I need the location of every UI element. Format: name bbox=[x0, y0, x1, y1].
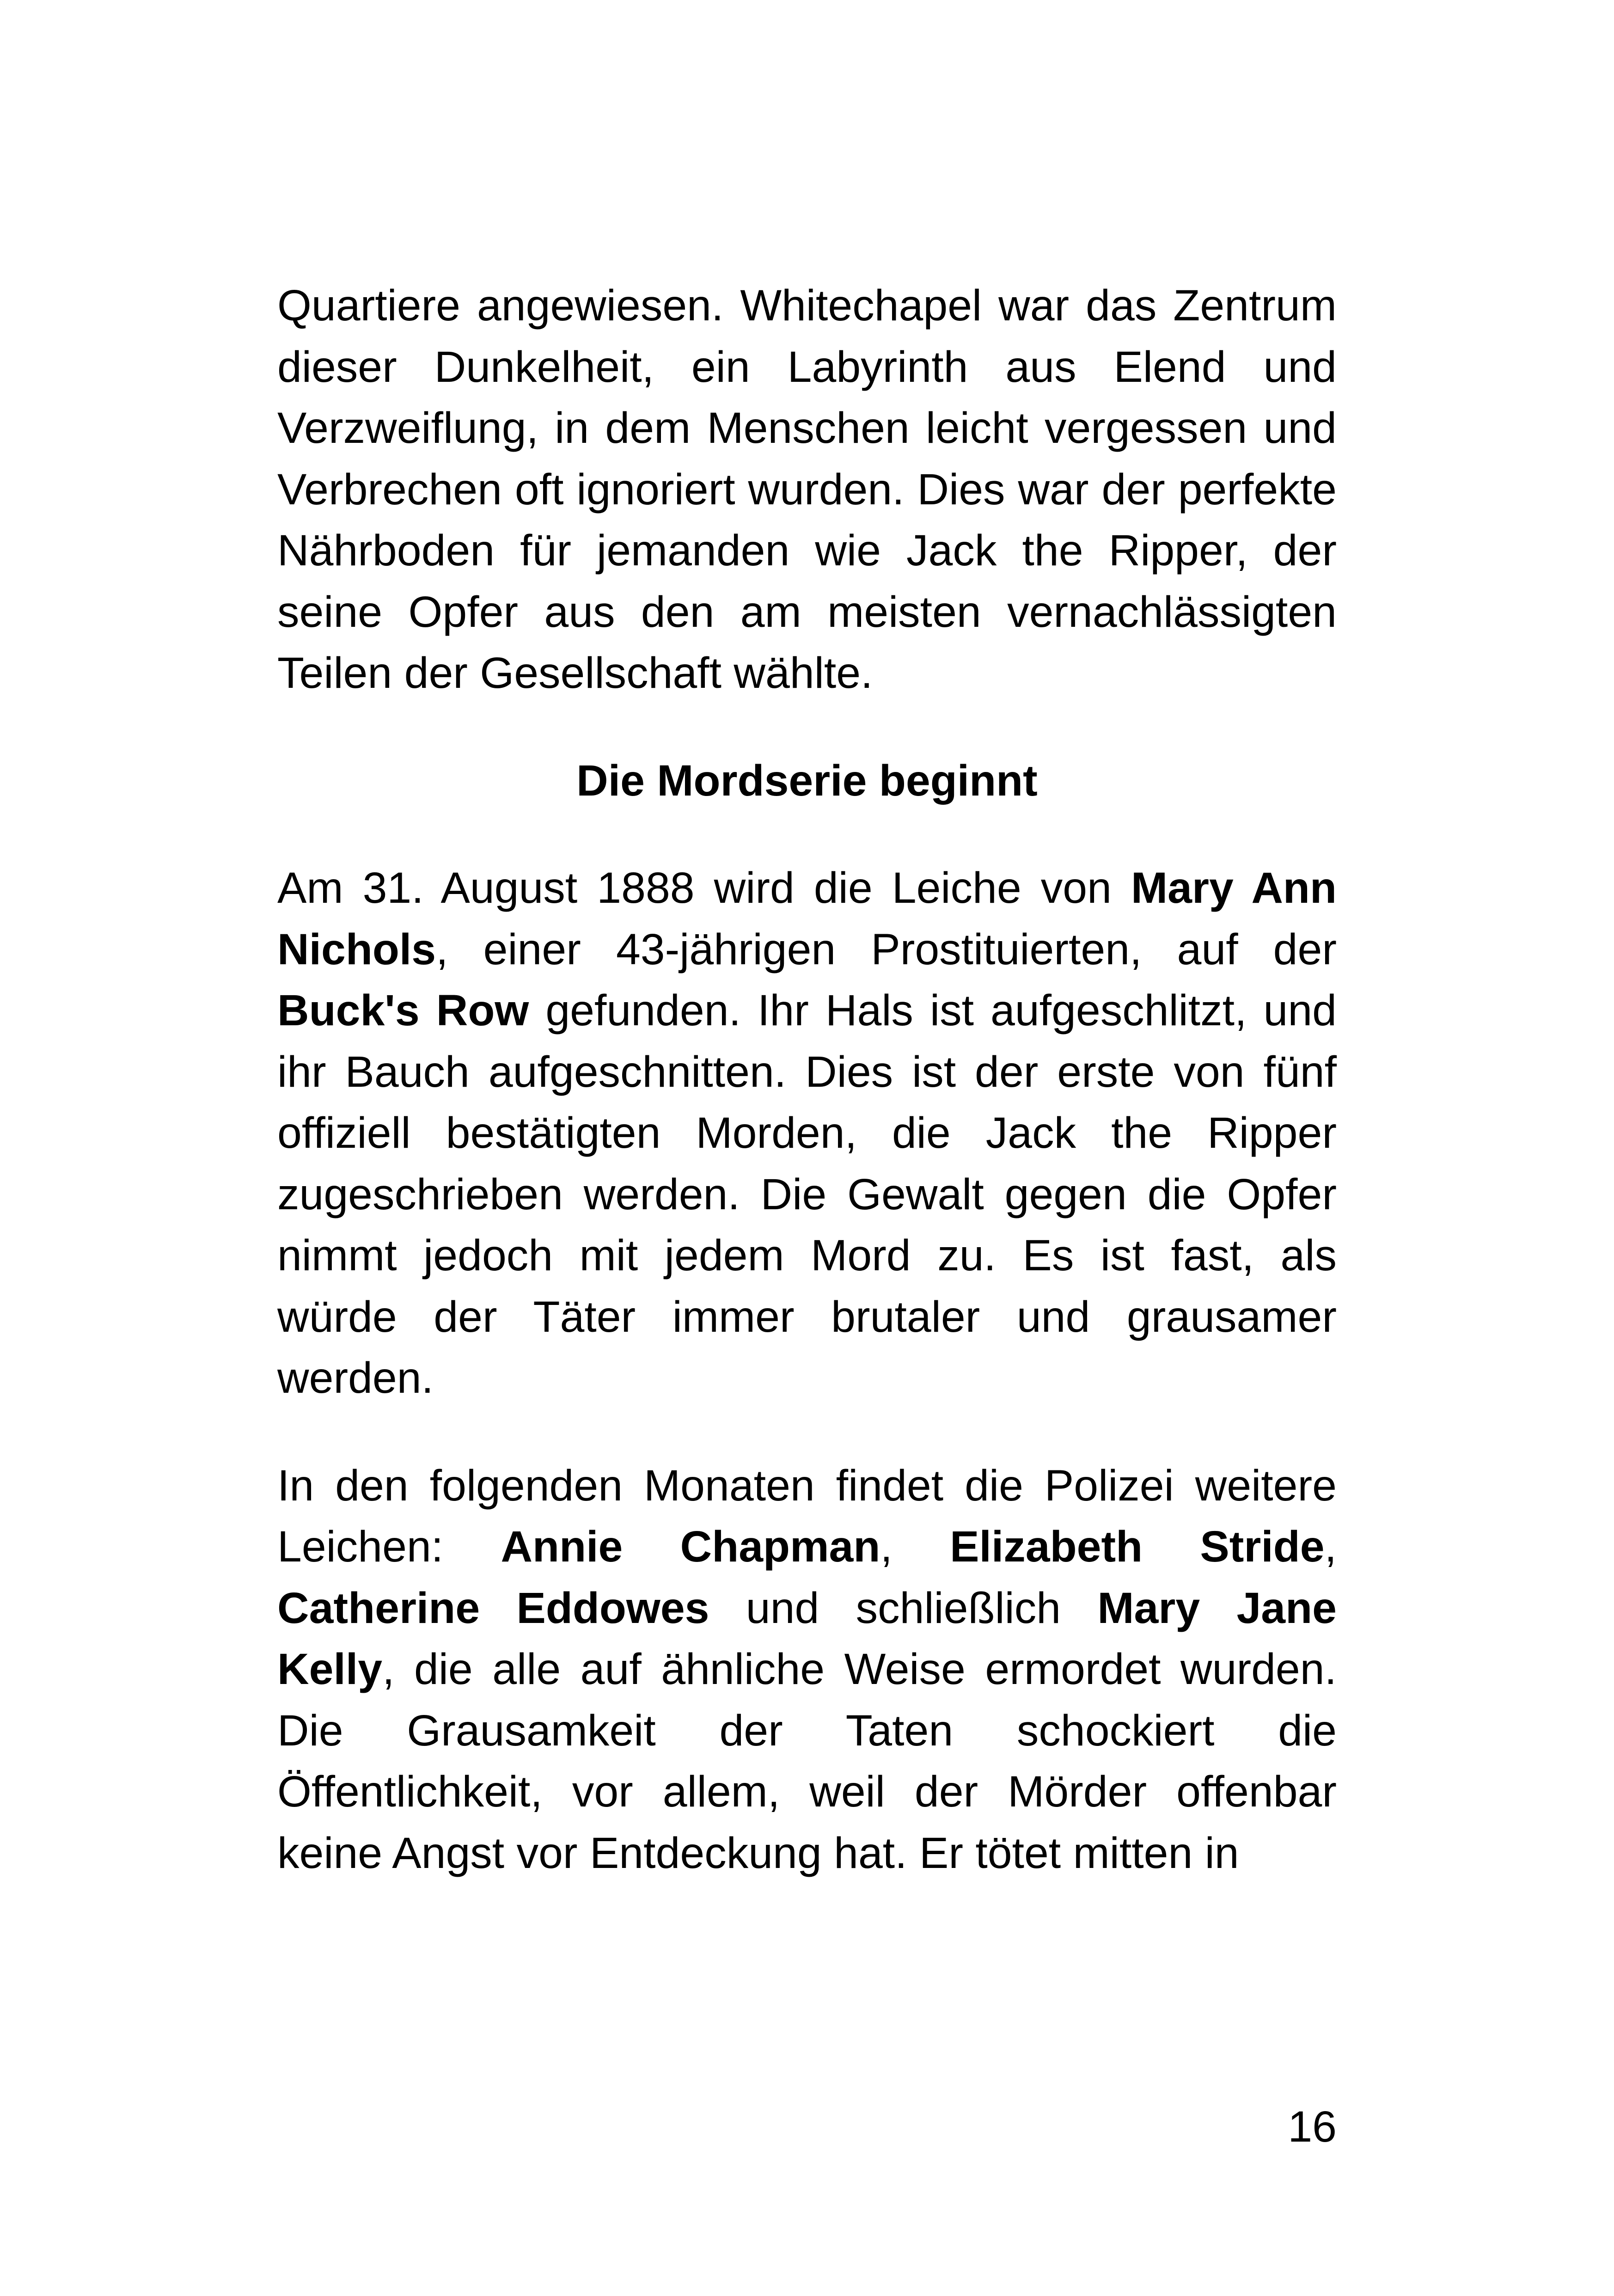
paragraph-further-victims bbox=[277, 1455, 1337, 1884]
text-segment: gefunden. Ihr Hals ist aufgeschlitzt, und ihr Bauch aufgeschnitten. Dies ist der erste von fünf offiziell bestätigten Morden, die Jack the Ripper zugeschrieben werden. Die Gewalt gegen die Opfer nimmt jedoch mit jedem Mord zu. Es ist fast, als würde der Täter immer brutaler und grausamer werden. bbox=[277, 986, 1337, 1402]
text-segment: , die alle auf ähnliche Weise ermordet wurden. Die Grausamkeit der Taten schockiert die Öffentlichkeit, vor allem, weil der Mörder offenbar keine Angst vor Entdeckung hat. Er tötet mitten in bbox=[277, 1645, 1337, 1878]
text-segment: , bbox=[1324, 1522, 1337, 1571]
text-segment: Am 31. August 1888 wird die Leiche von bbox=[277, 863, 1131, 912]
text-segment: In den folgenden Monaten findet die Polizei weitere Leichen: bbox=[277, 1461, 1337, 1571]
bold-name: Mary Jane Kelly bbox=[277, 1583, 1337, 1694]
bold-name: Annie Chapman bbox=[501, 1522, 880, 1571]
paragraph-first-murder bbox=[277, 857, 1337, 1409]
text-segment: Quartiere angewiesen. Whitechapel war das Zentrum dieser Dunkelheit, ein Labyrinth aus Elend und Verzweiflung, in dem Menschen leicht vergessen und Verbrechen oft ignoriert wurden. Dies war der perfekte Nährboden für jemanden wie Jack the Ripper, der seine Opfer aus den am meisten vernachlässigten Teilen der Gesellschaft wählte. bbox=[277, 281, 1337, 698]
page-content bbox=[277, 275, 1337, 1884]
paragraph-intro bbox=[277, 275, 1337, 704]
bold-name: Catherine Eddowes bbox=[277, 1583, 709, 1633]
page-number: 16 bbox=[1288, 2102, 1337, 2151]
bold-name: Buck's Row bbox=[277, 986, 529, 1035]
section-heading: Die Mordserie beginnt bbox=[576, 756, 1038, 805]
text-segment: , bbox=[880, 1522, 950, 1571]
bold-name: Mary Ann Nichols bbox=[277, 863, 1337, 974]
text-segment: , einer 43-jährigen Prostituierten, auf der bbox=[436, 925, 1337, 974]
bold-name: Elizabeth Stride bbox=[950, 1522, 1325, 1571]
text-segment: und schließlich bbox=[709, 1583, 1098, 1633]
